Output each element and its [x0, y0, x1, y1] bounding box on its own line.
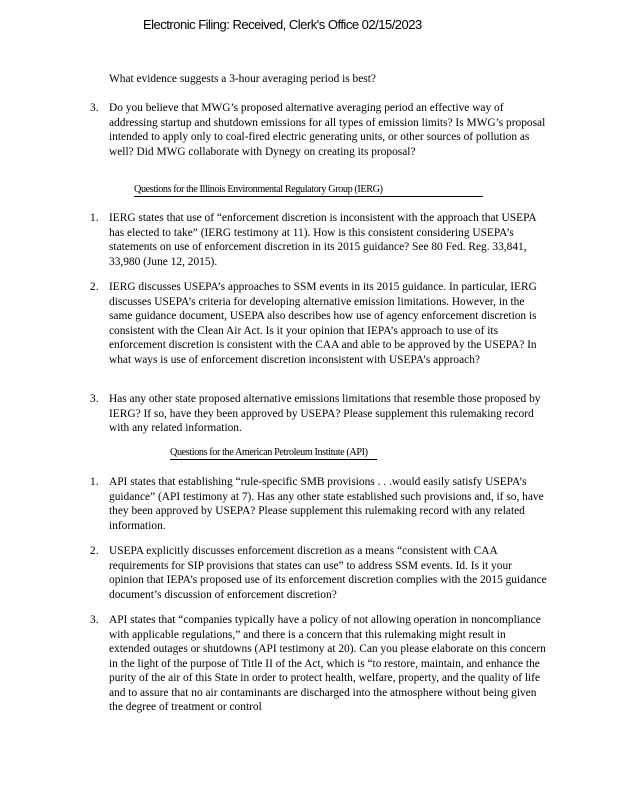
question-text: Do you believe that MWG’s proposed alternative averaging period an effective way of addressing startup and shutdown emissions for all types of emission limits? Is MWG’s proposal intended to apply only to coal-fired electric generating units, or other sources of pollution as well? Did MWG collaborate with Dynegy on creating its proposal?	[109, 102, 546, 158]
question-number: 3.	[90, 393, 99, 405]
question-number: 1.	[90, 212, 99, 224]
question-number: 2.	[90, 281, 99, 293]
api-question-1	[90, 475, 549, 533]
question-text: USEPA explicitly discusses enforcement discretion as a means “consistent with CAA requirements for SIP provisions that states can use” to address SSM events. Id. Is it your opinion that IEPA’s proposed use of its enforcement discretion complies with the 2015 guidance document’s discussion of enforcement discretion?	[109, 545, 547, 601]
question-text: IERG discusses USEPA’s approaches to SSM events in its 2015 guidance. In particular, IERG discusses USEPA’s criteria for developing alternative emission limitations. However, in the same guidance document, USEPA also describes how use of agency enforcement discretion is consistent with the Clean Air Act. Is it your opinion that IEPA’s approach to use of its enforcement discretion is consistent with the CAA and able to be approved by the USEPA? In what ways is use of enforcement discretion inconsistent with USEPA’s approach?	[109, 281, 537, 366]
api-section-heading: Questions for the American Petroleum Institute (API)	[170, 447, 368, 458]
question-text: API states that establishing “rule-specific SMB provisions . . .would easily satisfy USEPA’s guidance” (API testimony at 7). Has any other state established such provisions and, if so, have they been approved by USEPA? Please supplement this rulemaking record with any related information.	[109, 476, 544, 532]
question-number: 1.	[90, 476, 99, 488]
question-number: 2.	[90, 545, 99, 557]
api-question-2	[90, 544, 549, 602]
question-text: API states that “companies typically have a policy of not allowing operation in noncompliance with applicable regulations,” and there is a concern that this rulemaking might result in extended outages or shutdowns (API testimony at 20). Can you please elaborate on this concern in the light of the purpose of Title II of the Act, which is “to restore, maintain, and enhance the purity of the air of this State in order to protect health, welfare, property, and the quality of life and to assure that no air contaminants are discharged into the atmosphere without being given the degree of treatment or control	[109, 614, 546, 713]
question-text: IERG states that use of “enforcement discretion is inconsistent with the approach that USEPA has elected to take” (IERG testimony at 11). How is this consistent considering USEPA’s statements on use of enforcement discretion in its 2015 guidance? See 80 Fed. Reg. 33,841, 33,980 (June 12, 2015).	[109, 212, 536, 268]
filing-stamp: Electronic Filing: Received, Clerk's Office 02/15/2023	[143, 17, 422, 32]
question-text: Has any other state proposed alternative emissions limitations that resemble those proposed by IERG? If so, have they been approved by USEPA? Please supplement this rulemaking record with any related information.	[109, 393, 541, 434]
question-number: 3.	[90, 102, 99, 114]
mwg-question-continuation: What evidence suggests a 3-hour averaging period is best?	[109, 73, 376, 85]
ierg-heading-underline	[134, 196, 483, 197]
mwg-question-3	[90, 101, 549, 159]
ierg-question-2	[90, 280, 549, 367]
api-question-3	[90, 613, 549, 715]
question-number: 3.	[90, 614, 99, 626]
api-heading-underline	[170, 459, 377, 460]
ierg-question-3	[90, 392, 549, 436]
ierg-question-1	[90, 211, 549, 269]
ierg-section-heading: Questions for the Illinois Environmental Regulatory Group (IERG)	[134, 184, 383, 195]
